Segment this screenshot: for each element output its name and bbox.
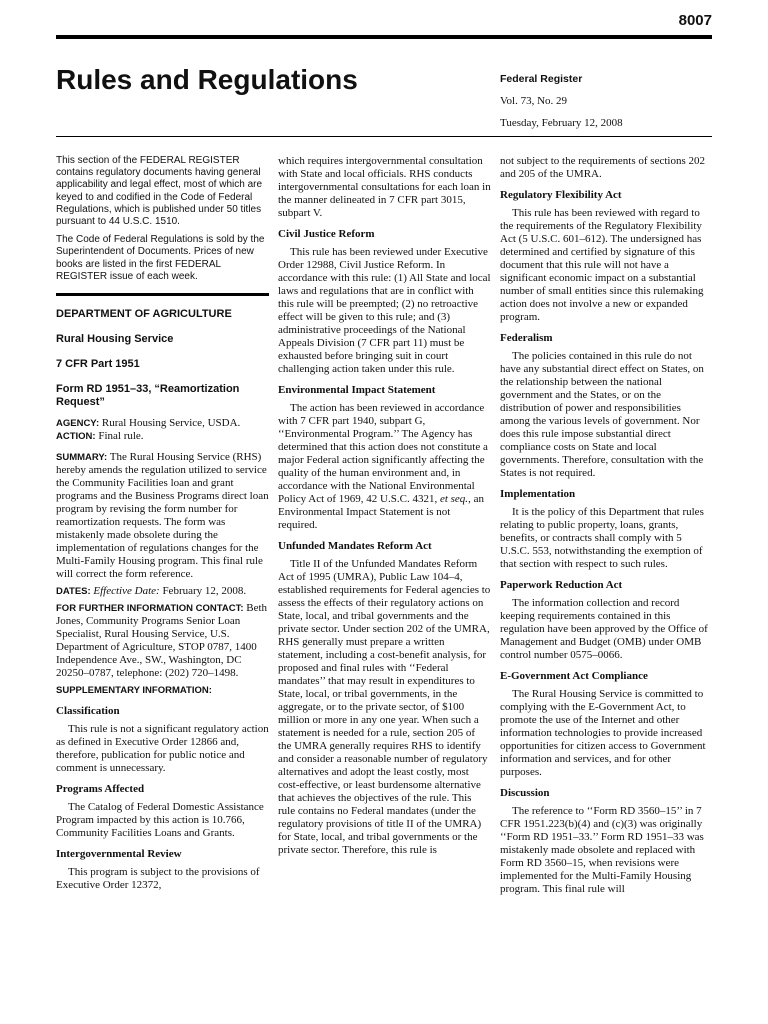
contact-paragraph [56,602,269,680]
env-text [278,402,491,532]
column-2 [278,155,491,857]
register-date: Tuesday, February 12, 2008 [500,117,623,129]
contact-label: FOR FURTHER INFORMATION CONTACT: [56,603,244,615]
federalism-text: The policies contained in this rule do not have any substantial direct effect on States, on the relationship between the national government and the States, or on the distribution of power and responsibilities among the various levels of government. Nor does this rule impose substantial direct compliance costs on State and local governments. Therefore, consultation with the States is not required. [500,350,704,479]
form-title-heading: Form RD 1951–33, “Reamortization Request” [56,383,240,409]
env-text-a: The action has been reviewed in accordance with 7 CFR part 1940, subpart G, ‘‘Environmental Program.’’ The Agency has determined that this action does not constitute a major Federal action significantly affecting the quality of the human environment and, in accordance with the National Environmental Policy Act of 1969, 42 U.S.C. 4321, [278,402,488,505]
register-info [500,73,623,130]
egov-text: The Rural Housing Service is committed to complying with the E-Government Act, to promote the use of the Internet and other information technologies to provide increased opportunities for citizen access to Government information and services, and for other purposes. [500,688,706,778]
header-divider [56,136,712,137]
cfr-part-heading: 7 CFR Part 1951 [56,358,140,371]
agency-label: AGENCY: [56,418,100,430]
summary-label: SUMMARY: [56,452,108,464]
env-text-b: , an Environmental Impact Statement is not required. [278,493,484,531]
discussion-heading: Discussion [500,787,550,799]
programs-heading: Programs Affected [56,783,145,796]
intergov-text-start: This program is subject to the provisions of Executive Order 12372, [56,866,260,892]
section-divider [56,293,269,296]
intro-paragraph-1: This section of the FEDERAL REGISTER contains regulatory documents having general applicability and legal effect, most of which are keyed to and codified in the Code of Federal Regulations, which is published under 50 titles pursuant to 44 U.S.C. 1510. [56,155,263,228]
civil-heading: Civil Justice Reform [278,228,375,240]
dates-italic: Effective Date: [93,585,160,598]
column-3 [500,155,713,896]
paperwork-text: The information collection and record keeping requirements contained in this regulation have been approved by the Office of Management and Budget (OMB) under OMB control number 0575–0066. [500,597,708,661]
header-rule [56,35,712,39]
classification-heading: Classification [56,705,120,718]
action-label: ACTION: [56,431,96,443]
summary-text: The Rural Housing Service (RHS) hereby amends the regulation utilized to service the Community Facilities loan and grant programs and the Business Programs direct loan program by revising the form number for reamortization requests. The form was mistakenly made obsolete during the implementation of regulations changes for the Multi-Family Housing program. This final rule will correct the form reference. [56,451,269,581]
env-text-italic: et seq. [439,493,469,505]
classification-text: This rule is not a significant regulatory action as defined in Executive Order 12866 and, therefore, publication for public notice and comment is unnecessary. [56,723,269,775]
env-heading: Environmental Impact Statement [278,384,436,396]
implementation-text: It is the policy of this Department that rules relating to public property, loans, grants, benefits, or contracts shall comply with 5 U.S.C. 553, notwithstanding the exemption of that section with respect to such rules. [500,506,704,570]
register-name: Federal Register [500,73,583,85]
intergov-text-cont: which requires intergovernmental consultation with State and local officials. RHS conducts intergovernmental consultations for each loan in the manner delineated in 7 CFR part 3015, subpart V. [278,155,491,219]
intergov-heading: Intergovernmental Review [56,848,182,861]
summary-paragraph [56,451,269,581]
federalism-heading: Federalism [500,332,553,344]
service-heading: Rural Housing Service [56,333,174,346]
agency-line [56,417,269,430]
civil-text: This rule has been reviewed under Executive Order 12988, Civil Justice Reform. In accordance with this rule: (1) All State and local laws and regulations that are in conflict with this rule will be preempted; (2) no retroactive effect will be given to this rule; and (3) administrative proceedings of the National Appeals Division (7 CFR part 11) must be exhausted before bringing suit in court challenging action taken under this rule. [278,246,491,375]
discussion-text: The reference to ‘‘Form RD 3560–15’’ in 7 CFR 1951.223(b)(4) and (c)(3) was originally ‘‘Form RD 1951–33.’’ Form RD 1951–33 was mistakenly made obsolete and replaced with Form RD 3560–15, when revisions were implemented for the Multi-Family Housing program. This final rule will [500,805,704,895]
egov-heading: E-Government Act Compliance [500,670,648,682]
regflex-text: This rule has been reviewed with regard to the requirements of the Regulatory Flexibility Act (5 U.S.C. 601–612). The undersigned has determined and certified by signature of this document that this rule will not have a significant economic impact on a substantial number of small entities since this rulemaking action does not involve a new or expanded program. [500,207,704,323]
action-line [56,430,269,443]
agency-value: Rural Housing Service, USDA. [101,417,241,430]
register-volume: Vol. 73, No. 29 [500,95,568,107]
dates-label: DATES: [56,586,91,598]
dates-paragraph [56,585,269,598]
regflex-heading: Regulatory Flexibility Act [500,189,622,201]
supplementary-label [56,684,269,697]
paperwork-heading: Paperwork Reduction Act [500,579,623,591]
umra-text-cont: not subject to the requirements of sections 202 and 205 of the UMRA. [500,155,705,180]
dates-value: February 12, 2008. [162,585,247,598]
action-value: Final rule. [98,430,144,443]
umra-text: Title II of the Unfunded Mandates Reform Act of 1995 (UMRA), Public Law 104–4, established requirements for Federal agencies to assess the effects of their regulatory actions on State, local, and tribal governments and the private sector. Under section 202 of the UMRA, RHS generally must prepare a written statement, including a cost-benefit analysis, for proposed and final rules with ‘‘Federal mandates’’ that may result in expenditures to State, local, or tribal governments, in the aggregate, or to the private sector, of $100 million or more in any one year. When such a statement is needed for a rule, section 205 of the UMRA generally requires RHS to identify and consider a reasonable number of regulatory alternatives and adopt the least costly, most cost-effective, or least burdensome alternative that achieves the objectives of the rule. This rule contains no Federal mandates (under the regulatory provisions of title II of the UMRA) for State, local, and tribal governments or the private sector. Therefore, this rule is [278,558,491,856]
department-heading: DEPARTMENT OF AGRICULTURE [56,308,232,321]
implementation-heading: Implementation [500,488,576,500]
page-number: 8007 [678,12,712,29]
umra-heading: Unfunded Mandates Reform Act [278,540,432,552]
page-title: Rules and Regulations [56,64,358,95]
supplementary-label-text: SUPPLEMENTARY INFORMATION: [56,685,212,697]
programs-text: The Catalog of Federal Domestic Assistance Program impacted by this action is 10.766, Community Facilities Loans and Grants. [56,801,264,840]
intro-paragraph-2: The Code of Federal Regulations is sold by the Superintendent of Documents. Prices of new books are listed in the first FEDERAL REGISTER issue of each week. [56,234,265,282]
column-1 [56,155,269,892]
contact-text: Beth Jones, Community Programs Senior Loan Specialist, Rural Housing Service, U.S. Department of Agriculture, STOP 0787, 1400 Independence Ave., SW., Washington, DC 20250–0787, telephone: (202) 720–1498. [56,602,268,680]
